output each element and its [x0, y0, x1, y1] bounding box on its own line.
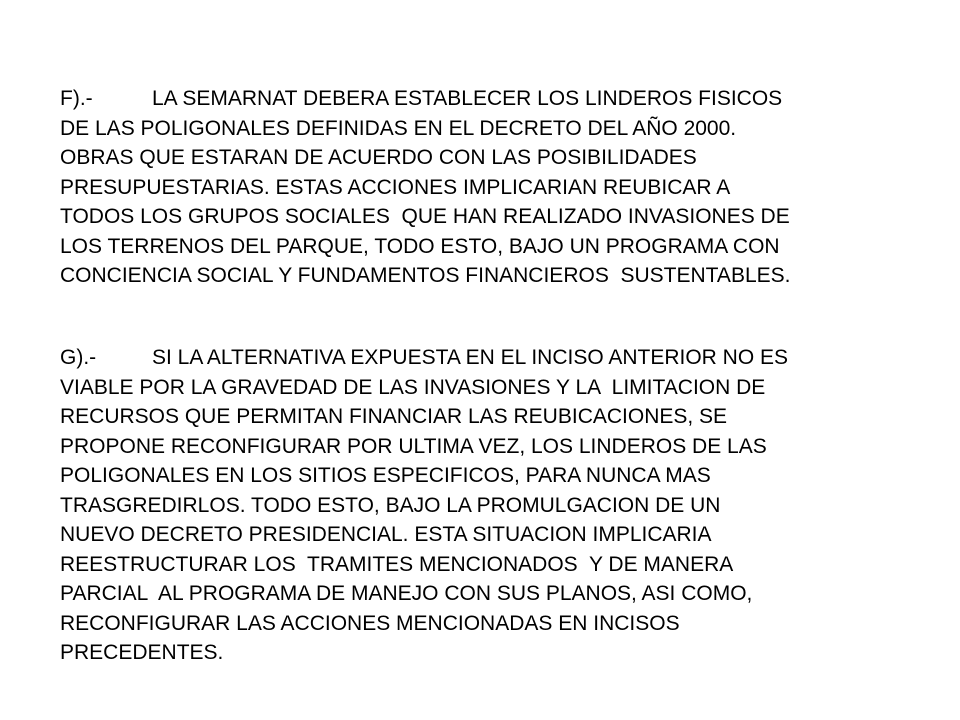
line-text: SI LA ALTERNATIVA EXPUESTA EN EL INCISO ANTERIOR NO ES: [152, 346, 789, 369]
paragraph-line: OBRAS QUE ESTARAN DE ACUERDO CON LAS POSIBILIDADES: [60, 146, 697, 169]
paragraph-line: PARCIAL AL PROGRAMA DE MANEJO CON SUS PLANOS, ASI COMO,: [60, 582, 753, 605]
paragraph-line: DE LAS POLIGONALES DEFINIDAS EN EL DECRETO DEL AÑO 2000.: [60, 116, 737, 140]
paragraph-label: G).-: [60, 346, 97, 369]
paragraph-line: PRECEDENTES.: [60, 641, 224, 664]
paragraph-line: [60, 343, 920, 373]
paragraph-line: NUEVO DECRETO PRESIDENCIAL. ESTA SITUACION IMPLICARIA: [60, 523, 712, 546]
paragraph-line: RECURSOS QUE PERMITAN FINANCIAR LAS REUBICACIONES, SE: [60, 405, 728, 428]
line-text: LA SEMARNAT DEBERA ESTABLECER LOS LINDEROS FISICOS: [152, 87, 783, 110]
paragraph-line: RECONFIGURAR LAS ACCIONES MENCIONADAS EN INCISOS: [60, 611, 680, 635]
paragraph-line: POLIGONALES EN LOS SITIOS ESPECIFICOS, PARA NUNCA MAS: [60, 464, 711, 487]
paragraph-line: PROPONE RECONFIGURAR POR ULTIMA VEZ, LOS LINDEROS DE LAS: [60, 434, 767, 458]
paragraph-line: TODOS LOS GRUPOS SOCIALES QUE HAN REALIZADO INVASIONES DE: [60, 205, 790, 228]
paragraph-line: LOS TERRENOS DEL PARQUE, TODO ESTO, BAJO UN PROGRAMA CON: [60, 234, 780, 258]
paragraph-line: [60, 84, 920, 114]
paragraph-g: [60, 343, 920, 668]
paragraph-line: TRASGREDIRLOS. TODO ESTO, BAJO LA PROMULGACION DE UN: [60, 493, 721, 517]
paragraph-line: VIABLE POR LA GRAVEDAD DE LAS INVASIONES Y LA LIMITACION DE: [60, 375, 766, 399]
paragraph-line: CONCIENCIA SOCIAL Y FUNDAMENTOS FINANCIEROS SUSTENTABLES.: [60, 264, 791, 287]
paragraph-line: REESTRUCTURAR LOS TRAMITES MENCIONADOS Y DE MANERA: [60, 552, 734, 576]
paragraph-f: [60, 84, 920, 291]
paragraph-line: PRESUPUESTARIAS. ESTAS ACCIONES IMPLICARIAN REUBICAR A: [60, 175, 731, 199]
paragraph-label: F).-: [60, 87, 93, 110]
